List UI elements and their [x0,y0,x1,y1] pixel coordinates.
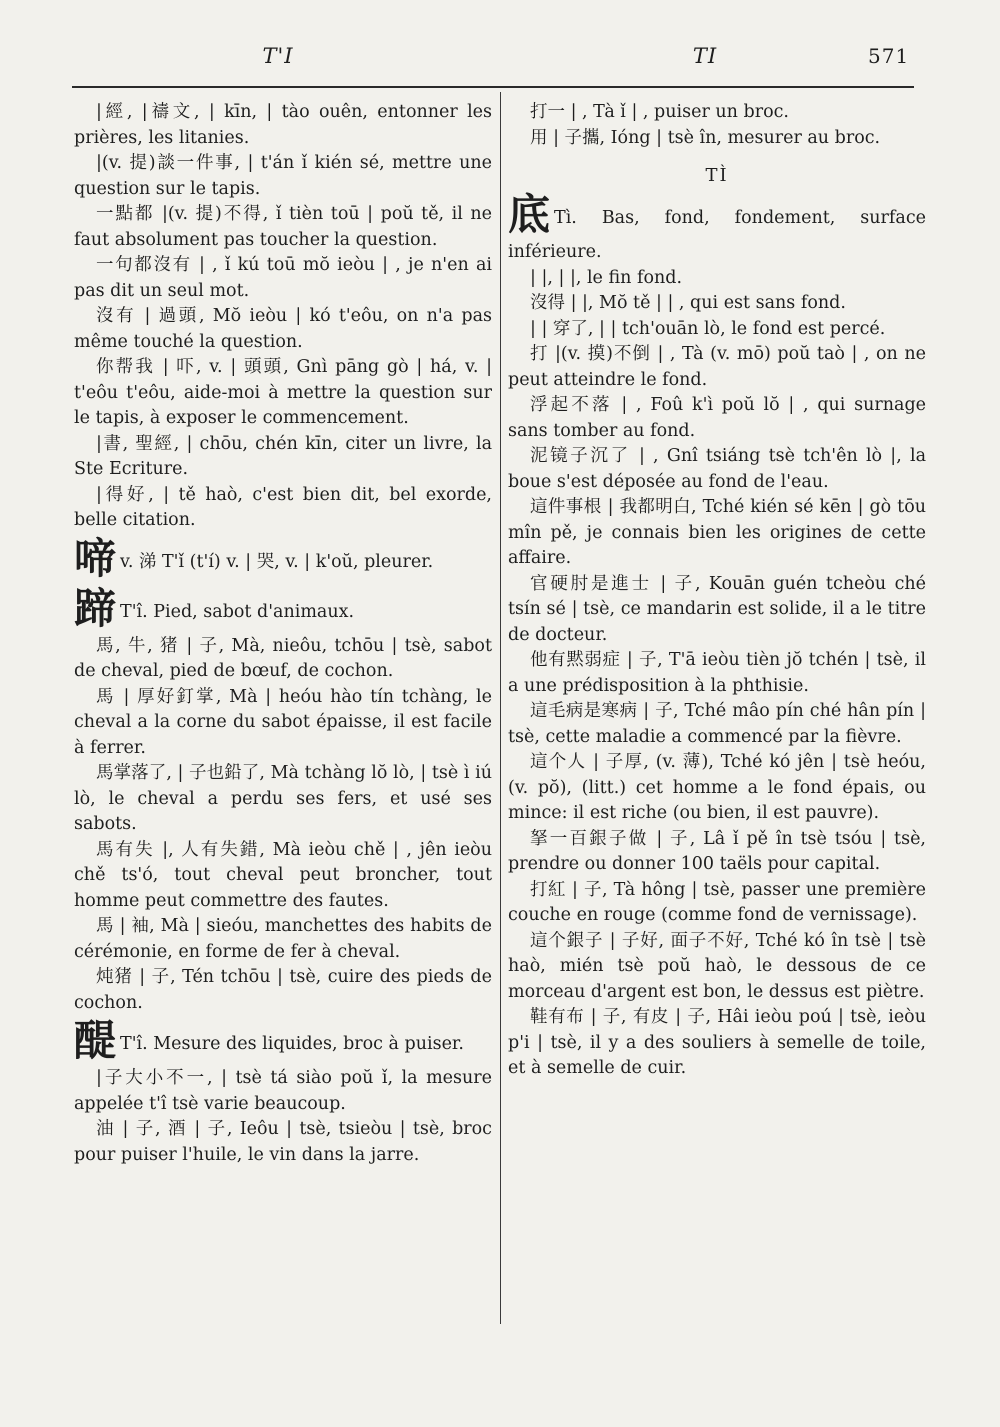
dictionary-entry [508,190,926,266]
dictionary-entry [74,584,492,634]
page-number: 571 [868,44,910,68]
entry-text: 馬掌落了, | 子也鉛了, Mà tchàng lŏ lò, | tsè ì iú lò, le cheval a perdu ses fers, et usé ses sabots. [74,763,492,834]
dictionary-entry [508,495,926,572]
left-column [74,100,492,1168]
dictionary-entry [74,253,492,304]
section-heading: TÌ [705,165,729,186]
dictionary-entry [74,304,492,355]
entry-text: 打 |(v. 摸)不倒 | , Tà (v. mō) poŭ taò | , on ne peut atteindre le fond. [508,344,926,390]
entry-text: 馬有失 |, 人有失錯, Mà ieòu chě | , jên ieòu chě ts'ó, tout cheval peut broncher, tout homme peut commettre des fautes. [74,839,492,911]
dictionary-entry [508,317,926,343]
dictionary-entry [74,151,492,202]
entry-text: 鞋有布 | 子, 有皮 | 子, Hâi ieòu poú | tsè, ieòu p'i | tsè, il y a des souliers à semelle de toile, et à semelle de cuir. [508,1007,926,1078]
dictionary-entry [508,878,926,929]
entry-text: 你帮我 | 吓, v. | 頭頭, Gnì pāng gò | há, v. | t'eôu t'eôu, aide-moi à mettre la question sur le tapis, à exposer le commencement. [74,357,492,428]
dictionary-entry [508,1005,926,1082]
entry-text: 這件事根 | 我都明白, Tché kién sé kēn | gò tōu mîn pě, je connais bien les origines de cette affaire. [508,497,926,568]
dictionary-entry [508,929,926,1006]
entry-text: 他有黙弱症 | 子, T'ā ieòu tièn jŏ tchén | tsè, il a une prédisposition à la phthisie. [508,650,926,696]
entry-text: Tì. Bas, fond, fondement, surface inférieure. [508,208,926,262]
dictionary-entry [74,355,492,432]
dictionary-entry [74,965,492,1016]
entry-text: 這毛病是寒病 | 子, Tché mâo pín ché hân pín | tsè, cette maladie a commencé par la fièvre. [508,701,926,747]
entry-text: T'î. Mesure des liquides, broc à puiser. [120,1034,464,1054]
entry-text: 一點都 |(v. 提)不得, ǐ tièn toū | poŭ tě, il ne faut absolument pas toucher la question. [74,204,492,250]
entry-text: 這个銀子 | 子好, 面子不好, Tché kó în tsè | tsè haò, mién tsè poŭ haò, le dessous de ce morceau d'argent est bon, le dessus est piètre. [508,930,926,1002]
dictionary-entry [508,572,926,649]
entry-head-character: 蹄 [74,583,117,633]
entry-text: 打一 | , Tà ǐ | , puiser un broc. [530,102,789,122]
entry-text: v. 涕 T'ǐ (t'í) v. | 哭, v. | k'oŭ, pleurer. [120,551,434,572]
dictionary-entry [508,291,926,317]
entry-text: | |, | |, le fin fond. [530,267,683,288]
column-divider [500,92,501,1324]
dictionary-entry [508,827,926,878]
running-head-center: TI [692,44,718,68]
dictionary-entry [74,1016,492,1066]
dictionary-entry [508,342,926,393]
dictionary-entry [74,534,492,584]
entry-text: |(v. 提)談一件事, | t'án ǐ kién sé, mettre une question sur le tapis. [74,153,492,199]
dictionary-entry [508,648,926,699]
entry-text: |得好, | tě haò, c'est bien dit, bel exorde, belle citation. [74,484,492,530]
dictionary-entry [74,1117,492,1168]
entry-text: 打紅 | 子, Tà hông | tsè, passer une première couche en rouge (comme fond de vernissage). [508,879,926,925]
dictionary-entry [74,1066,492,1117]
entry-text: 官硬肘是進士 | 子, Kouān guén tcheòu ché tsín sé | tsè, ce mandarin est solide, il a le titre de docteur. [508,573,926,645]
entry-text: 馬 | 袖, Mà | sieóu, manchettes des habits de cérémonie, en forme de fer à cheval. [74,916,492,962]
entry-text: |書, 聖經, | chōu, chén kīn, citer un livre, la Ste Ecriture. [74,433,492,479]
entry-text: 馬 | 厚好釘掌, Mà | heóu hào tín tchàng, le cheval a la corne du sabot épaisse, il est facile à ferrer. [74,686,492,758]
dictionary-entry [508,699,926,750]
entry-text: 泥镜子沉了 | , Gnî tsiáng tsè tch'ên lò |, la boue s'est déposée au fond de l'eau. [508,446,926,492]
entry-text: 沒得 | |, Mŏ tě | | , qui est sans fond. [530,293,846,313]
entry-head-character: 底 [508,190,551,239]
entry-head-character: 啼 [74,533,117,583]
entry-text: 炖猪 | 子, Tén tchōu | tsè, cuire des pieds de cochon. [74,967,492,1013]
entry-head-character: 醍 [74,1016,117,1065]
entry-text: 拏一百銀子做 | 子, Lâ ǐ pě în tsè tsóu | tsè, prendre ou donner 100 taëls pour capital. [508,828,926,874]
entry-text: |子大小不一, | tsè tá siào poŭ ǐ, la mesure appelée t'î tsè varie beaucoup. [74,1068,492,1114]
running-head-left: T'I [262,44,294,68]
dictionary-entry [74,202,492,253]
dictionary-entry [74,914,492,965]
dictionary-entry [74,634,492,685]
dictionary-entry [74,100,492,151]
dictionary-entry [508,100,926,126]
header-rule [72,86,914,88]
entry-text: 用 | 子攜, Ióng | tsè în, mesurer au broc. [530,127,881,148]
dictionary-entry [74,432,492,483]
dictionary-entry [508,126,926,152]
dictionary-entry [508,266,926,292]
entry-text: 浮起不落 | , Foû k'ì poŭ lŏ | , qui surnage sans tomber au fond. [508,395,926,441]
entry-text: 一句都沒有 | , ǐ kú toū mŏ ieòu | , je n'en ai pas dit un seul mot. [74,255,492,301]
entry-text: | | 穿了, | | tch'ouān lò, le fond est percé. [530,318,886,339]
dictionary-entry [74,483,492,534]
dictionary-entry [508,393,926,444]
dictionary-entry [74,685,492,762]
dictionary-entry [74,761,492,838]
dictionary-entry [508,444,926,495]
entry-text: 油 | 子, 酒 | 子, Ieôu | tsè, tsieòu | tsè, broc pour puiser l'huile, le vin dans la jarre. [74,1119,492,1165]
dictionary-entry [74,838,492,915]
dictionary-entry [508,750,926,827]
entry-text: 沒有 | 過頭, Mŏ ieòu | kó t'eôu, on n'a pas même touché la question. [74,306,492,352]
entry-text: T'î. Pied, sabot d'animaux. [120,601,355,622]
right-column [508,100,926,1082]
entry-text: |經, |禱文, | kīn, | tào ouên, entonner les prières, les litanies. [74,102,492,148]
entry-text: 這个人 | 子厚, (v. 薄), Tché kó jên | tsè heóu, (v. pŏ), (litt.) cet homme a le fond épais, ou mince: il est riche (ou bien, il est pauvre). [508,752,926,823]
entry-text: 馬, 牛, 猪 | 子, Mà, nieôu, tchōu | tsè, sabot de cheval, pied de bœuf, de cochon. [74,635,492,681]
